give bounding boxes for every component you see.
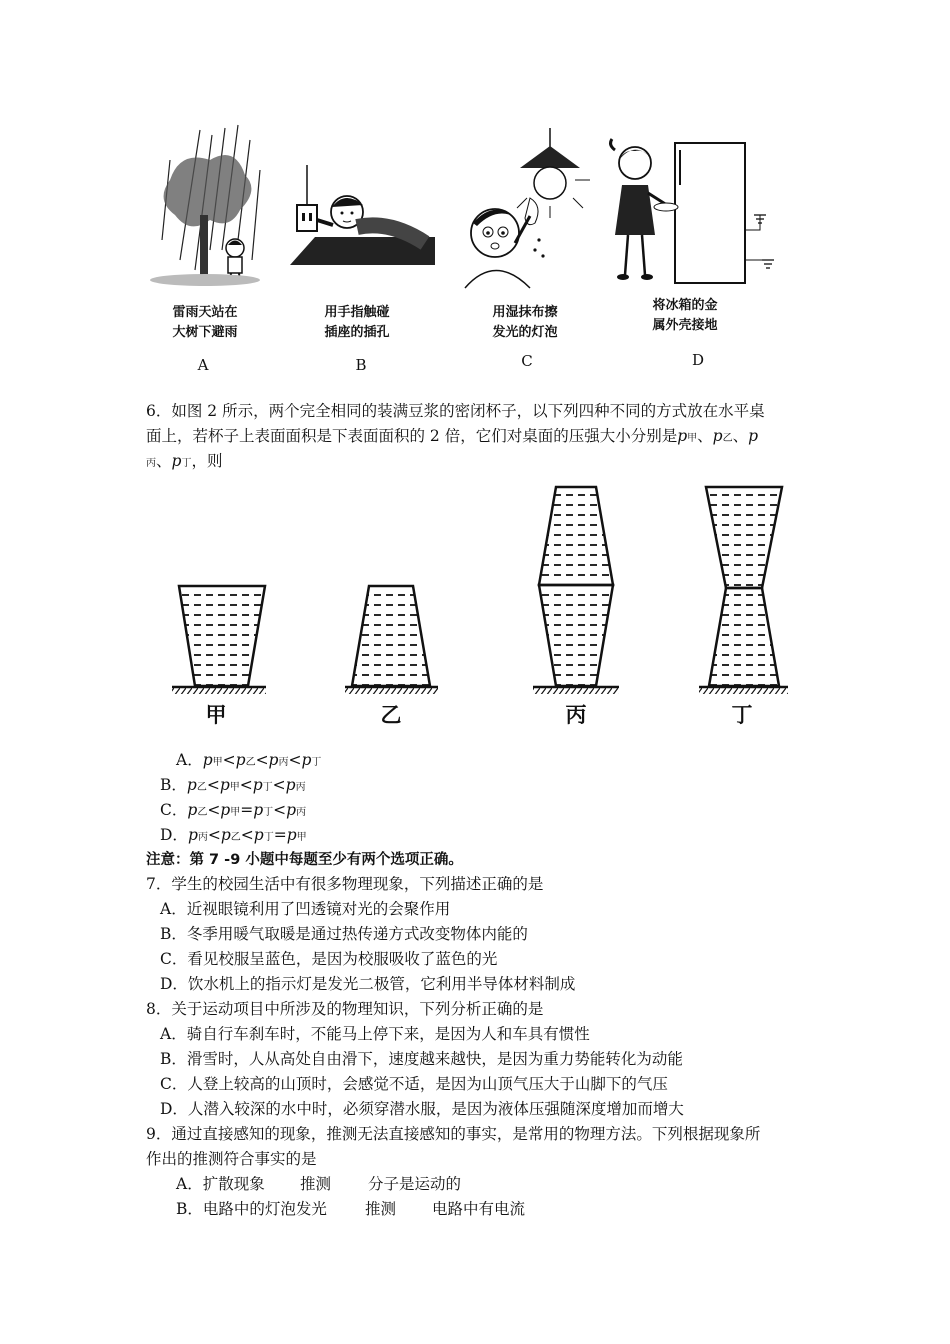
term-sub: 丁: [311, 757, 322, 768]
term: =p: [273, 826, 297, 844]
q6-option-c[interactable]: [160, 798, 306, 825]
term-sub: 丙: [197, 832, 208, 843]
q7-option-a[interactable]: A．近视眼镜利用了凹透镜对光的会聚作用: [160, 900, 451, 918]
term: <p: [239, 776, 263, 794]
q6-p: p: [677, 427, 688, 445]
term: <p: [272, 776, 296, 794]
term: p: [187, 826, 198, 844]
note-multi-answer: 注意：第 7 -9 小题中每题至少有两个选项正确。: [146, 852, 463, 868]
q9-option-a-fact: 分子是运动的: [368, 1175, 462, 1193]
term-sub: 乙: [197, 807, 208, 818]
term: <p: [273, 801, 297, 819]
term: p: [202, 751, 213, 769]
cup-label-bing: 丙: [565, 703, 587, 727]
q8-stem: 8．关于运动项目中所涉及的物理知识，下列分析正确的是: [146, 1000, 544, 1018]
q6-p: p: [712, 427, 723, 445]
term-sub: 丙: [278, 757, 289, 768]
term: <p: [240, 826, 264, 844]
q8-option-d[interactable]: D．人潜入较深的水中时，必须穿潜水服，是因为液体压强随深度增加而增大: [160, 1100, 684, 1118]
q6-sep: 、: [156, 452, 172, 470]
q9-option-b-phenomenon: B．电路中的灯泡发光: [176, 1200, 327, 1218]
term: <p: [255, 751, 279, 769]
q9-option-b-infer: 推测: [365, 1200, 397, 1218]
q9-option-b[interactable]: [176, 1197, 327, 1222]
picture-a-caption: 雷雨天站在 大树下避雨: [172, 305, 238, 340]
q9-option-a[interactable]: [176, 1172, 265, 1197]
option-letter: D．: [160, 826, 188, 844]
term: p: [186, 776, 197, 794]
picture-b-caption: 用手指触碰 插座的插孔: [324, 305, 390, 340]
q6-option-b[interactable]: [160, 773, 306, 800]
picture-a-letter: A: [197, 356, 209, 374]
term: <p: [207, 826, 231, 844]
picture-d-letter: D: [691, 351, 705, 369]
q9-option-a-infer: 推测: [300, 1175, 332, 1193]
picture-b-letter: B: [355, 356, 367, 374]
term-sub: 丁: [263, 832, 274, 843]
q7-option-b[interactable]: B．冬季用暖气取暖是通过热传递方式改变物体内能的: [160, 925, 528, 943]
q9-stem-line2: 作出的推测符合事实的是: [146, 1150, 317, 1168]
term-sub: 乙: [230, 832, 241, 843]
cup-label-yi: 乙: [380, 703, 402, 727]
term-sub: 丁: [263, 807, 274, 818]
q6-sub-jia: 甲: [687, 433, 698, 444]
picture-c-letter: C: [521, 352, 533, 370]
cup-label-jia: 甲: [205, 703, 227, 727]
q6-p: p: [171, 452, 182, 470]
term: p: [187, 801, 198, 819]
q7-stem: 7．学生的校园生活中有很多物理现象，下列描述正确的是: [146, 875, 544, 893]
option-letter: A．: [176, 751, 203, 769]
q9-stem-line1: 9．通过直接感知的现象，推测无法直接感知的事实，是常用的物理方法。下列根据现象所: [146, 1125, 761, 1143]
cup-label-ding: 丁: [731, 703, 753, 727]
term: <p: [222, 751, 246, 769]
picture-d-caption: 将冰箱的金 属外壳接地: [652, 298, 718, 333]
q6-sep: 、: [732, 427, 749, 445]
q8-option-b[interactable]: B．滑雪时，人从高处自由滑下，速度越来越快，是因为重力势能转化为动能: [160, 1050, 683, 1068]
q8-option-c[interactable]: C．人登上较高的山顶时，会感觉不适，是因为山顶气压大于山脚下的气压: [160, 1075, 668, 1093]
q6-stem-line1: 6．如图 2 所示，两个完全相同的装满豆浆的密闭杯子，以下列四种不同的方式放在水平桌: [146, 402, 765, 420]
q9-option-b-fact: 电路中有电流: [432, 1200, 526, 1218]
q6-sep: 、: [697, 427, 713, 445]
option-letter: B．: [160, 776, 187, 794]
q7-option-d[interactable]: D．饮水机上的指示灯是发光二极管，它利用半导体材料制成: [160, 975, 576, 993]
term-sub: 甲: [229, 782, 240, 793]
q6-stem-line3-tail: ，则: [191, 452, 223, 470]
term-sub: 甲: [212, 757, 223, 768]
term: <p: [207, 801, 231, 819]
q6-option-d[interactable]: [160, 823, 307, 850]
q6-p: p: [748, 427, 759, 445]
term-sub: 丙: [296, 807, 307, 818]
q6-option-a[interactable]: [176, 748, 321, 775]
option-letter: C．: [160, 801, 188, 819]
cup-yi: [345, 586, 438, 694]
cup-jia: [172, 586, 266, 694]
term-sub: 甲: [230, 807, 241, 818]
cup-bing: [533, 487, 619, 694]
q6-stem-line2-text: 面上，若杯子上表面面积是下表面面积的 2 倍，它们对桌面的压强大小分别是: [146, 427, 678, 445]
term: <p: [288, 751, 312, 769]
term-sub: 丁: [262, 782, 273, 793]
q6-sub-ding: 丁: [181, 458, 192, 469]
term-sub: 甲: [296, 832, 307, 843]
q6-sub-yi: 乙: [722, 433, 733, 444]
term-sub: 乙: [196, 782, 207, 793]
q8-option-a[interactable]: A．骑自行车刹车时，不能马上停下来，是因为人和车具有惯性: [160, 1025, 590, 1043]
q6-sub-bing: 丙: [146, 458, 156, 469]
picture-c-caption: 用湿抹布擦 发光的灯泡: [492, 305, 558, 340]
q9-option-a-phenomenon: A．扩散现象: [176, 1175, 265, 1193]
term-sub: 丙: [295, 782, 306, 793]
cup-ding: [699, 487, 788, 694]
term-sub: 乙: [245, 757, 256, 768]
q7-option-c[interactable]: C．看见校服呈蓝色，是因为校服吸收了蓝色的光: [160, 950, 498, 968]
term: <p: [206, 776, 230, 794]
term: =p: [240, 801, 264, 819]
